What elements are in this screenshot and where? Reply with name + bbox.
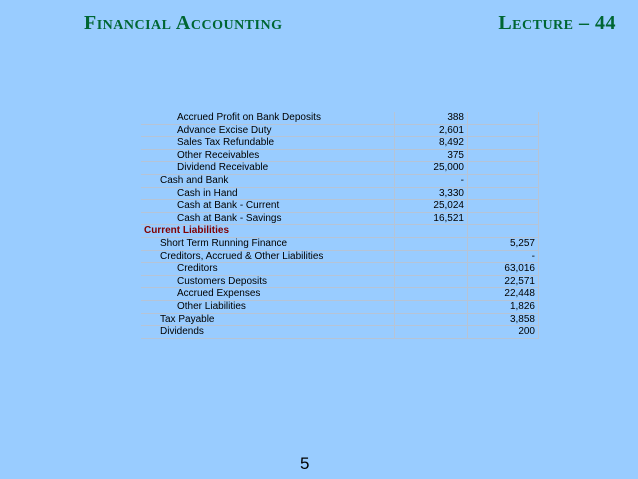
table-row bbox=[141, 237, 539, 250]
table-row bbox=[141, 225, 539, 238]
total-cell: 5,257 bbox=[468, 237, 539, 250]
amount-cell: - bbox=[395, 174, 468, 187]
amount-cell: 25,024 bbox=[395, 200, 468, 213]
row-label: Creditors, Accrued & Other Liabilities bbox=[141, 250, 395, 263]
row-label: Other Liabilities bbox=[141, 300, 395, 313]
total-cell: 22,448 bbox=[468, 288, 539, 301]
total-cell: 200 bbox=[468, 326, 539, 339]
table-row bbox=[141, 112, 539, 124]
row-label: Other Receivables bbox=[141, 149, 395, 162]
row-label: Cash and Bank bbox=[141, 174, 395, 187]
amount-cell bbox=[395, 225, 468, 238]
table-row bbox=[141, 212, 539, 225]
row-label: Advance Excise Duty bbox=[141, 124, 395, 137]
amount-cell bbox=[395, 237, 468, 250]
row-label: Accrued Profit on Bank Deposits bbox=[141, 112, 395, 124]
lecture-label: Lecture – 44 bbox=[498, 12, 616, 34]
table-row bbox=[141, 174, 539, 187]
row-label: Tax Payable bbox=[141, 313, 395, 326]
total-cell: 63,016 bbox=[468, 263, 539, 276]
amount-cell: 25,000 bbox=[395, 162, 468, 175]
total-cell bbox=[468, 225, 539, 238]
table-row bbox=[141, 124, 539, 137]
total-cell: 22,571 bbox=[468, 275, 539, 288]
amount-cell bbox=[395, 288, 468, 301]
balance-sheet-table bbox=[141, 112, 539, 339]
table-row bbox=[141, 300, 539, 313]
total-cell bbox=[468, 174, 539, 187]
row-label: Cash at Bank - Current bbox=[141, 200, 395, 213]
amount-cell: 3,330 bbox=[395, 187, 468, 200]
course-title: Financial Accounting bbox=[84, 12, 283, 34]
row-label: Accrued Expenses bbox=[141, 288, 395, 301]
table-row bbox=[141, 313, 539, 326]
amount-cell: 2,601 bbox=[395, 124, 468, 137]
amount-cell: 388 bbox=[395, 112, 468, 124]
table-row bbox=[141, 250, 539, 263]
row-label: Cash at Bank - Savings bbox=[141, 212, 395, 225]
table-row bbox=[141, 137, 539, 150]
total-cell bbox=[468, 162, 539, 175]
amount-cell: 16,521 bbox=[395, 212, 468, 225]
table-row bbox=[141, 275, 539, 288]
amount-cell bbox=[395, 326, 468, 339]
total-cell bbox=[468, 187, 539, 200]
section-heading: Current Liabilities bbox=[141, 225, 395, 238]
total-cell bbox=[468, 200, 539, 213]
row-label: Dividends bbox=[141, 326, 395, 339]
table-row bbox=[141, 288, 539, 301]
page-number: 5 bbox=[300, 454, 310, 473]
total-cell bbox=[468, 124, 539, 137]
amount-cell bbox=[395, 275, 468, 288]
table-row bbox=[141, 326, 539, 339]
amount-cell bbox=[395, 300, 468, 313]
row-label: Dividend Receivable bbox=[141, 162, 395, 175]
amount-cell bbox=[395, 313, 468, 326]
amount-cell: 375 bbox=[395, 149, 468, 162]
amount-cell bbox=[395, 263, 468, 276]
balance-sheet-body bbox=[141, 112, 539, 338]
row-label: Short Term Running Finance bbox=[141, 237, 395, 250]
table-row bbox=[141, 162, 539, 175]
table-row bbox=[141, 263, 539, 276]
row-label: Customers Deposits bbox=[141, 275, 395, 288]
table-row bbox=[141, 200, 539, 213]
total-cell bbox=[468, 212, 539, 225]
total-cell bbox=[468, 112, 539, 124]
total-cell: 3,858 bbox=[468, 313, 539, 326]
row-label: Cash in Hand bbox=[141, 187, 395, 200]
total-cell: 1,826 bbox=[468, 300, 539, 313]
amount-cell bbox=[395, 250, 468, 263]
total-cell bbox=[468, 149, 539, 162]
row-label: Creditors bbox=[141, 263, 395, 276]
table-row bbox=[141, 187, 539, 200]
table-row bbox=[141, 149, 539, 162]
row-label: Sales Tax Refundable bbox=[141, 137, 395, 150]
total-cell: - bbox=[468, 250, 539, 263]
total-cell bbox=[468, 137, 539, 150]
amount-cell: 8,492 bbox=[395, 137, 468, 150]
